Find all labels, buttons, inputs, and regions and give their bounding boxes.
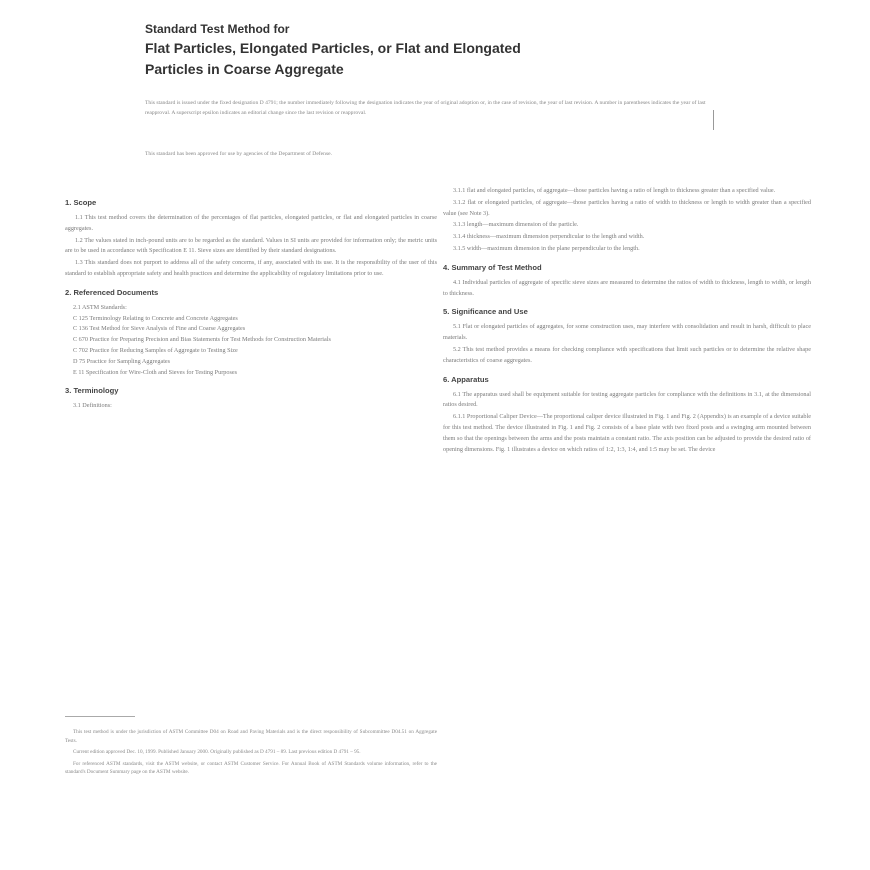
section-heading-apparatus: 6. Apparatus bbox=[443, 374, 489, 384]
paragraph: 5.1 Flat or elongated particles of aggregates, for some construction uses, may interfere with consolidation and result in harsh, difficult to place materials. bbox=[443, 323, 811, 342]
paragraph: 3.1.3 length—maximum dimension of the particle. bbox=[453, 221, 579, 229]
footnote-divider bbox=[65, 716, 135, 717]
paragraph: 1.2 The values stated in inch-pound units are to be regarded as the standard. Values in SI units are provided for information only; the metric units are to be used in accordance with Specification E 11. Sieve sizes are identified by their standard designations. bbox=[65, 236, 437, 255]
paragraph: 1.3 This standard does not purport to address all of the safety concerns, if any, associated with its use. It is the responsibility of the user of this standard to establish appropriate safety and health practices and determine the applicability of regulatory limitations prior to use. bbox=[65, 259, 437, 277]
reference-item: D 75 Practice for Sampling Aggregates bbox=[73, 357, 171, 365]
footnote-3: For referenced ASTM standards, visit the ASTM website, or contact ASTM Customer Service. For Annual Book of ASTM Standards volume information, refer to the standard's Document Summary page on the ASTM website. bbox=[65, 760, 437, 776]
title-main-line2: Particles in Coarse Aggregate bbox=[145, 61, 344, 77]
section-heading-terminology: 3. Terminology bbox=[65, 386, 119, 396]
margin-change-bar bbox=[713, 110, 714, 130]
right-column bbox=[443, 186, 811, 456]
footnote-1: This test method is under the jurisdiction of ASTM Committee D04 on Road and Paving Materials and is the direct responsibility of Subcommittee D04.51 on Aggregate Tests. bbox=[65, 729, 437, 744]
paragraph: 6.1.1 Proportional Caliper Device—The proportional caliper device illustrated in Fig. 1 and Fig. 2 (Appendix) is an example of a device suitable for this test method. The device illustrated in Fig. 1 and Fig. 2 consists of a base plate with two fixed posts and a swinging arm mounted between them so that the openings between the arms and the posts maintain a constant ratio. The axis position can be adjusted to provide the desired ratio of opening dimensions. Fig. 1 illustrates a device on which ratios of 1:2, 1:3, 1:4, and 1:5 may be set. The device bbox=[443, 413, 811, 453]
designation-notice: This standard is issued under the fixed designation D 4791; the number immediately following the designation indicates the year of original adoption or, in the case of revision, the year of last revision. A number in parentheses indicates the year of last reapproval. A superscript epsilon indicates an editorial change since the last revision or reapproval. bbox=[145, 100, 706, 116]
paragraph: 4.1 Individual particles of aggregate of specific sieve sizes are measured to determine the ratios of width to thickness, length to width, or length to thickness. bbox=[443, 278, 811, 297]
dod-notice: This standard has been approved for use by agencies of the Department of Defense. bbox=[145, 151, 333, 157]
paragraph: 3.1.4 thickness—maximum dimension perpendicular to the length and width. bbox=[453, 233, 645, 241]
paragraph: 3.1.1 flat and elongated particles, of aggregate—those particles having a ratio of length to thickness greater than a specified value. bbox=[453, 187, 776, 194]
paragraph: 1.1 This test method covers the determination of the percentages of flat particles, elongated particles, or flat and elongated particles in coarse aggregates. bbox=[65, 214, 437, 232]
left-column bbox=[65, 190, 437, 412]
reference-item: E 11 Specification for Wire-Cloth and Sieves for Testing Purposes bbox=[73, 368, 237, 376]
title-prefix: Standard Test Method for bbox=[145, 22, 290, 36]
reference-item: C 136 Test Method for Sieve Analysis of Fine and Coarse Aggregates bbox=[73, 325, 246, 333]
section-heading-scope: 1. Scope bbox=[65, 198, 97, 207]
section-heading-significance: 5. Significance and Use bbox=[443, 307, 528, 317]
reference-item: C 125 Terminology Relating to Concrete and Concrete Aggregates bbox=[73, 314, 238, 322]
section-heading-summary: 4. Summary of Test Method bbox=[443, 262, 542, 272]
section-heading-referenced-documents: 2. Referenced Documents bbox=[65, 287, 159, 297]
reference-item: 2.1 ASTM Standards: bbox=[73, 303, 127, 311]
paragraph: 5.2 This test method provides a means for checking compliance with specifications that limit such particles or to determine the relative shape characteristics of coarse aggregates. bbox=[443, 345, 811, 364]
footnote-2: Current edition approved Dec. 10, 1999. Published January 2000. Originally published as D 4791 – 89. Last previous edition D 4791 – 95. bbox=[73, 749, 361, 756]
paragraph: 3.1.5 width—maximum dimension in the plane perpendicular to the length. bbox=[453, 244, 640, 252]
terminology-item: 3.1 Definitions: bbox=[73, 402, 112, 410]
reference-item: C 702 Practice for Reducing Samples of Aggregate to Testing Size bbox=[73, 346, 238, 354]
footnotes bbox=[65, 728, 437, 780]
paragraph: 6.1 The apparatus used shall be equipment suitable for testing aggregate particles for compliance with the definitions in 3.1, at the dimensional ratios desired. bbox=[443, 390, 811, 409]
reference-item: C 670 Practice for Preparing Precision and Bias Statements for Test Methods for Construction Materials bbox=[73, 336, 331, 344]
paragraph: 3.1.2 flat or elongated particles, of aggregate—those particles having a ratio of width to thickness or length to width greater than a specified value (see Note 3). bbox=[443, 198, 811, 217]
title-main-line1: Flat Particles, Elongated Particles, or Flat and Elongated bbox=[145, 40, 521, 56]
